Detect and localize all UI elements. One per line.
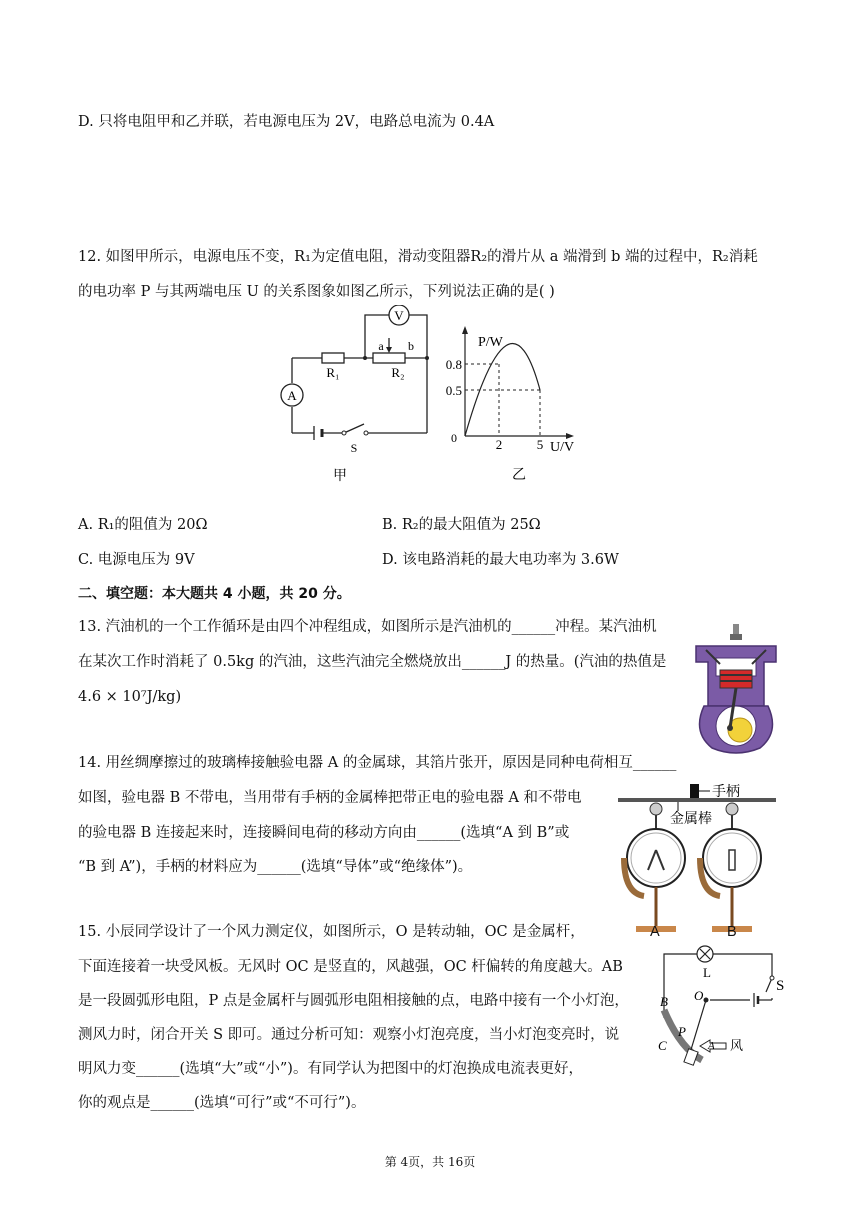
wind-meter-figure <box>650 938 790 1073</box>
graph-y-axis-label: P/W <box>478 335 503 350</box>
page-footer: 第 4页，共 16页 <box>384 1155 476 1169</box>
q15-text-line5: 明风力变______(选填“大”或“小”)。有同学认为把图中的灯泡换成电流表更好， <box>78 1061 583 1077</box>
metal-rod-label: 金属棒 <box>670 812 712 827</box>
section-heading: 二、填空题：本大题共 4 小题，共 20 分。 <box>78 586 351 602</box>
voltmeter-label: V <box>394 308 404 323</box>
q12-text-line2: 的电功率 P 与其两端电压 U 的关系图象如图乙所示，下列说法正确的是( ) <box>78 284 555 300</box>
q12-option-b: B. R₂的最大阻值为 25Ω <box>382 517 541 533</box>
lamp-label: L <box>703 965 711 980</box>
r1-label: R₁ <box>326 365 340 380</box>
handle-label: 手柄 <box>712 785 740 800</box>
ammeter-label: A <box>287 388 297 403</box>
q14-text-line3: 的验电器 B 连接起来时，连接瞬间电荷的移动方向由______(选填“A 到 B”或 <box>78 825 570 841</box>
graph-x-tick-2: 2 <box>495 437 503 452</box>
engine-cylinder-figure <box>690 622 782 754</box>
electroscope-a-label: A <box>650 924 660 940</box>
q15-text-line3: 是一段圆弧形电阻，P 点是金属杆与圆弧形电阻相接触的点，电路中接有一个小灯泡， <box>78 993 629 1009</box>
switch-label: S <box>776 978 785 994</box>
graph-x-axis-label: U/V <box>550 440 575 455</box>
point-a-label: A <box>708 1040 715 1052</box>
q14-text-line1: 14. 用丝绸摩擦过的玻璃棒接触验电器 A 的金属球，其箔片张开，原因是同种电荷相互______ <box>78 755 677 771</box>
q13-text-line2: 在某次工作时消耗了 0.5kg 的汽油，这些汽油完全燃烧放出______J 的热量。(汽油的热值是 <box>78 654 667 670</box>
q14-text-line4: “B 到 A”)，手柄的材料应为______(选填“导体”或“绝缘体”)。 <box>78 859 473 875</box>
q12-option-c: C. 电源电压为 9V <box>78 552 195 568</box>
q12-option-a: A. R₁的阻值为 20Ω <box>78 517 208 533</box>
q15-text-line6: 你的观点是______(选填“可行”或“不可行”)。 <box>78 1095 366 1111</box>
q15-text-line1: 15. 小辰同学设计了一个风力测定仪，如图所示，O 是转动轴，OC 是金属杆， <box>78 924 585 940</box>
r2-label: R₂ <box>391 365 405 380</box>
q12-text-line1: 12. 如图甲所示，电源电压不变，R₁为定值电阻，滑动变阻器R₂的滑片从 a 端滑到 b 端的过程中，R₂消耗 <box>78 249 758 265</box>
slider-end-a: a <box>378 339 384 353</box>
graph-origin: 0 <box>451 431 457 445</box>
q11-option-d: D. 只将电阻甲和乙并联，若电源电压为 2V，电路总电流为 0.4A <box>78 114 495 130</box>
q12-option-d: D. 该电路消耗的最大电功率为 3.6W <box>382 552 619 568</box>
electroscope-b-label: B <box>727 924 737 940</box>
point-b-label: B <box>660 994 668 1009</box>
q13-text-line3: 4.6 × 10⁷J/kg) <box>78 689 182 705</box>
wind-label: 风 <box>730 1038 744 1053</box>
q13-text-line1: 13. 汽油机的一个工作循环是由四个冲程组成，如图所示是汽油机的______冲程。某汽油机 <box>78 619 657 635</box>
graph-y-tick-0-5: 0.5 <box>445 383 462 398</box>
q12-circuit-diagram <box>270 305 440 485</box>
slider-end-b: b <box>408 339 414 353</box>
switch-label: S <box>350 441 358 455</box>
q14-text-line2: 如图，验电器 B 不带电，当用带有手柄的金属棒把带正电的验电器 A 和不带电 <box>78 790 582 806</box>
point-p-label: P <box>678 1024 686 1039</box>
point-c-label: C <box>658 1038 667 1053</box>
figure-caption-jia: 甲 <box>333 469 347 484</box>
figure-caption-yi: 乙 <box>512 468 526 483</box>
q15-text-line2: 下面连接着一块受风板。无风时 OC 是竖直的，风越强，OC 杆偏转的角度越大。AB <box>78 959 623 975</box>
q15-text-line4: 测风力时，闭合开关 S 即可。通过分析可知：观察小灯泡亮度，当小灯泡变亮时，说 <box>78 1027 620 1043</box>
electroscope-figure <box>614 778 784 943</box>
point-o-label: O <box>694 988 704 1003</box>
graph-x-tick-5: 5 <box>536 437 544 452</box>
graph-y-tick-0-8: 0.8 <box>445 357 462 372</box>
q12-power-voltage-graph <box>440 318 590 485</box>
